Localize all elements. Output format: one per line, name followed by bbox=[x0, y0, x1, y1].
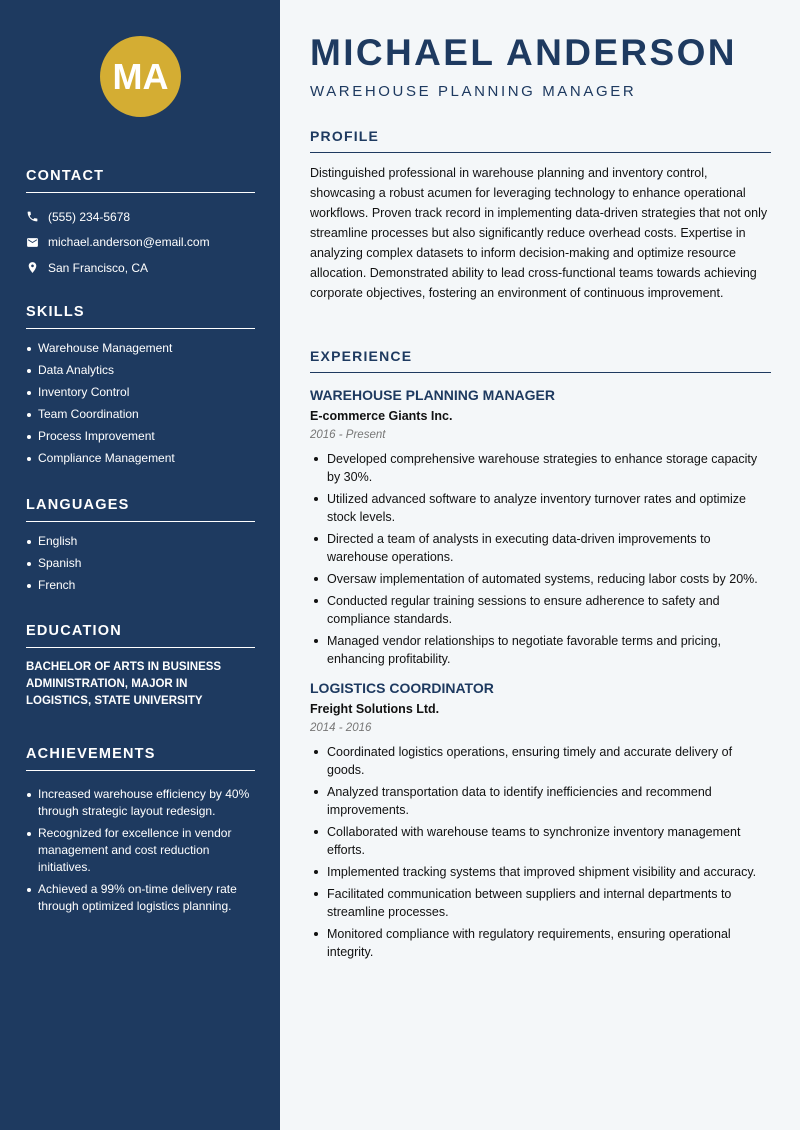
job-dates: 2014 - 2016 bbox=[310, 722, 372, 734]
job-bullets bbox=[310, 743, 771, 961]
skill-item: Inventory Control bbox=[26, 384, 255, 401]
profile-text: Distinguished professional in warehouse planning and inventory control, showcasing a robust acumen for leveraging technology to enhance operational workflows. Proven track record in implementing data-driven strategies that not only streamline processes but also significantly reduce overhead costs. Expertise in analyzing complex datasets to inform decision-making and optimize resource allocation. Demonstrated ability to lead cross-functional teams towards achieving corporate objectives, fostering an environment of continuous improvement. bbox=[310, 166, 768, 300]
avatar-initials: MA bbox=[112, 55, 169, 97]
person-name: MICHAEL ANDERSON bbox=[310, 32, 737, 73]
job-title: WAREHOUSE PLANNING MANAGER bbox=[310, 387, 556, 403]
experience-section bbox=[310, 348, 771, 965]
languages-list bbox=[26, 533, 255, 594]
achievements-list bbox=[26, 786, 255, 915]
job-entry bbox=[310, 680, 771, 961]
phone-text: (555) 234-5678 bbox=[48, 209, 131, 224]
contact-email bbox=[26, 230, 255, 256]
language-item: English bbox=[26, 533, 255, 550]
contact-phone bbox=[26, 204, 255, 230]
job-bullet: Coordinated logistics operations, ensuring timely and accurate delivery of goods. bbox=[310, 743, 771, 779]
email-icon bbox=[26, 236, 48, 249]
email-text: michael.anderson@email.com bbox=[48, 235, 210, 250]
experience-heading: EXPERIENCE bbox=[310, 348, 771, 373]
achievements-section bbox=[26, 746, 255, 920]
location-text: San Francisco, CA bbox=[48, 260, 149, 275]
skill-item: Data Analytics bbox=[26, 362, 255, 379]
education-degree: BACHELOR OF ARTS IN BUSINESS ADMINISTRATION, MAJOR IN LOGISTICS, STATE UNIVERSITY bbox=[26, 661, 222, 707]
skills-section bbox=[26, 304, 255, 472]
achievements-heading: ACHIEVEMENTS bbox=[26, 746, 255, 771]
education-heading: EDUCATION bbox=[26, 623, 255, 648]
skill-item: Warehouse Management bbox=[26, 340, 255, 357]
profile-heading: PROFILE bbox=[310, 128, 771, 153]
contact-location bbox=[26, 255, 255, 281]
company-name: E-commerce Giants Inc. bbox=[310, 409, 453, 423]
job-bullet: Developed comprehensive warehouse strategies to enhance storage capacity by 30%. bbox=[310, 450, 771, 486]
job-bullet: Monitored compliance with regulatory requirements, ensuring operational integrity. bbox=[310, 925, 771, 961]
language-item: Spanish bbox=[26, 555, 255, 572]
achievement-item: Recognized for excellence in vendor management and cost reduction initiatives. bbox=[26, 825, 255, 876]
job-entry bbox=[310, 387, 771, 668]
phone-icon bbox=[26, 210, 48, 223]
job-bullet: Conducted regular training sessions to ensure adherence to safety and compliance standards. bbox=[310, 592, 771, 628]
job-bullet: Oversaw implementation of automated systems, reducing labor costs by 20%. bbox=[310, 570, 771, 588]
languages-heading: LANGUAGES bbox=[26, 497, 255, 522]
skill-item: Compliance Management bbox=[26, 450, 255, 467]
sidebar bbox=[0, 0, 280, 1130]
skill-item: Process Improvement bbox=[26, 428, 255, 445]
contact-section bbox=[26, 168, 255, 281]
education-section bbox=[26, 623, 255, 710]
achievement-item: Increased warehouse efficiency by 40% through strategic layout redesign. bbox=[26, 786, 255, 820]
location-pin-icon bbox=[26, 261, 48, 274]
languages-section bbox=[26, 497, 255, 599]
job-bullet: Directed a team of analysts in executing data-driven improvements to warehouse operations. bbox=[310, 530, 771, 566]
skill-item: Team Coordination bbox=[26, 406, 255, 423]
avatar bbox=[100, 36, 181, 117]
job-title: LOGISTICS COORDINATOR bbox=[310, 680, 494, 696]
job-dates: 2016 - Present bbox=[310, 429, 386, 441]
job-headline: WAREHOUSE PLANNING MANAGER bbox=[310, 83, 637, 100]
profile-section bbox=[310, 128, 771, 303]
job-bullet: Managed vendor relationships to negotiate favorable terms and pricing, enhancing profitability. bbox=[310, 632, 771, 668]
job-bullet: Analyzed transportation data to identify inefficiencies and recommend improvements. bbox=[310, 783, 771, 819]
job-bullet: Implemented tracking systems that improved shipment visibility and accuracy. bbox=[310, 863, 771, 881]
job-bullet: Facilitated communication between suppliers and internal departments to streamline processes. bbox=[310, 885, 771, 921]
company-name: Freight Solutions Ltd. bbox=[310, 702, 440, 716]
job-bullet: Utilized advanced software to analyze inventory turnover rates and optimize stock levels. bbox=[310, 490, 771, 526]
skills-heading: SKILLS bbox=[26, 304, 255, 329]
job-bullet: Collaborated with warehouse teams to synchronize inventory management efforts. bbox=[310, 823, 771, 859]
skills-list bbox=[26, 340, 255, 467]
contact-heading: CONTACT bbox=[26, 168, 255, 193]
job-bullets bbox=[310, 450, 771, 668]
language-item: French bbox=[26, 577, 255, 594]
achievement-item: Achieved a 99% on-time delivery rate through optimized logistics planning. bbox=[26, 881, 255, 915]
